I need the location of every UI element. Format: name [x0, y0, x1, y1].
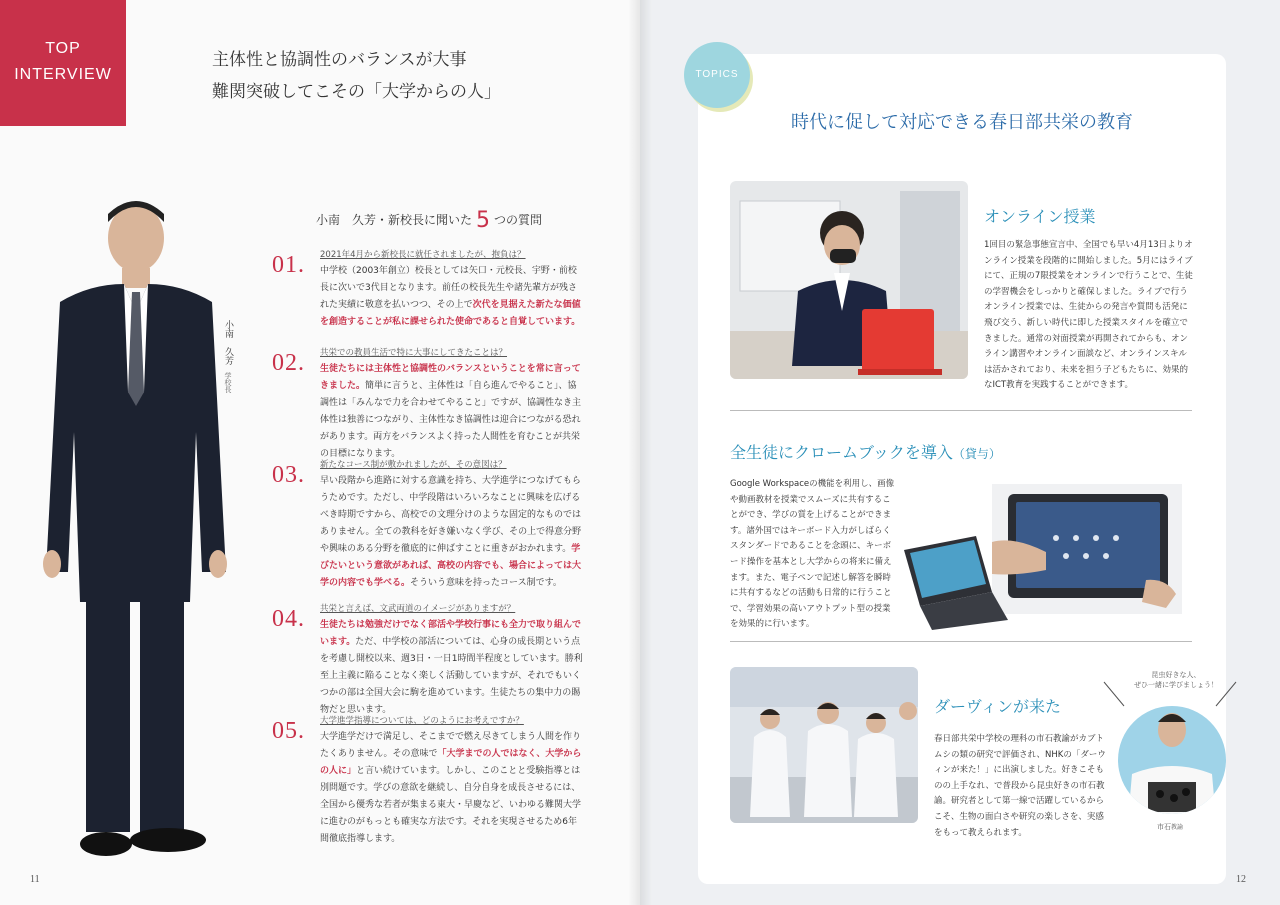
qa-number: 01.: [272, 252, 305, 278]
principal-nametag: [222, 320, 234, 393]
qa-question: 共栄と言えば、文武両道のイメージがありますが？: [320, 604, 516, 614]
qa-number: 03.: [272, 462, 305, 488]
qa-question: 新たなコース制が敷かれましたが、その意図は？: [320, 460, 507, 470]
chromebook-title-main: 全生徒にクロームブックを導入: [730, 443, 953, 462]
badge-line-1: TOP: [45, 40, 81, 57]
teacher-portrait: [1118, 694, 1226, 820]
section-divider-2: [730, 641, 1192, 642]
qa-answer: [320, 617, 584, 719]
qa-answer-text: 大学進学だけで満足し、そこまでで燃え尽きてしまう人間を作りたくありません。その意味で: [320, 732, 582, 759]
qa-answer-highlight: 次代を見据えた新たな価値を創造することが私に課せられた使命であると自覚しています。: [320, 300, 581, 327]
qa-answer-text: 早い段階から進路に対する意識を持ち、大学進学につなげてもらうためです。ただし、中学段階はいろいろなことに興味を広げるべき時期ですから、高校での文理分けのような固定的なものではありません。全ての教科を好き嫌いなく学び、その上で得意分野や興味のある分野を徹底的に伸ばすことに重きがおかれます。: [320, 476, 582, 554]
qa-answer-highlight: 学びたいという意欲があれば、高校の内容でも、場合によっては大学の内容でも学べる。: [320, 544, 582, 588]
interview-headline: [212, 44, 501, 108]
questions-title-number: 5: [476, 208, 491, 233]
teacher-caption: [1140, 822, 1200, 833]
qa-answer: [320, 361, 584, 463]
topics-badge: TOPICS: [684, 42, 750, 108]
qa-answer-highlight: 生徒たちは勉強だけでなく部活や学校行事にも全力で取り組んでいます。: [320, 620, 582, 647]
teacher-caption-role: 教諭: [1170, 824, 1183, 831]
qa-answer-text: と言い続けています。しかし、このことと受験指導とは別問題です。学びの意欲を継続し、自分自身を成長させるには、全国から優秀な若者が集まる東大・早慶など、いわゆる難関大学に進むのがもっとも確実な方法です。それを実現させるため6年間徹底指導します。: [320, 766, 582, 844]
qa-question: 2021年4月から新校長に就任されましたが、抱負は？: [320, 250, 526, 260]
lab-photo: [730, 667, 918, 823]
qa-answer-highlight: 生徒たちには主体性と協調性のバランスということを常に言ってきました。: [320, 364, 581, 391]
questions-title: [316, 208, 542, 233]
questions-title-pre: 小南 久芳・新校長に聞いた: [316, 213, 473, 227]
qa-question: 共栄での教員生活で特に大事にしてきたことは？: [320, 348, 508, 358]
qa-number: 04.: [272, 606, 305, 632]
qa-answer-text: ただ、中学校の部活については、心身の成長期という点を考慮し開校以来、週3日・一日1時間半程度としています。勝利至上主義に陥ることなく楽しく活動していますが、それでもいくつかの部は全国大会に駒を進めています。生徒たちの集中力の賜物だと思います。: [320, 637, 583, 715]
qa-answer-highlight: 「大学までの人ではなく、大学からの人に」: [320, 749, 582, 776]
qa-item-3: [272, 458, 584, 592]
qa-answer: [320, 729, 584, 848]
online-class-body: 1回目の緊急事態宣言中、全国でも早い4月13日よりオンライン授業を段階的に開始しました。5月にはライブにて、正規の7限授業をオンラインで行うことで、生徒の学習機会をしっかりと確保しました。ライブで行うオンライン授業では、生徒からの発言や質問も活発に飛び交う、新しい時代に即した授業スタイルを確立できました。通常の対面授業が再開されてからも、オンライン講習やオンライン面談など、オンラインスキルは活かされており、未来を担う子どもたちに、効果的なICT教育を実践することができます。: [984, 240, 1193, 391]
page-number-right: 12: [1236, 874, 1246, 885]
qa-answer-text: 中学校（2003年創立）校長としては矢口・元校長、宇野・前校長に次いで3代目となります。前任の校長先生や諸先輩方が残された実績に敬意を払いつつ、その上で: [320, 266, 578, 310]
qa-item-5: [272, 714, 584, 848]
qa-item-4: [272, 602, 584, 719]
chromebook-body: Google Workspaceの機能を利用し、画像や動画教材を授業でスムーズに共有することができ、学びの質を上げることができます。諸外国ではキーボード入力がしばらくスタンダードであることを念頭に、キーボード操作を基本とし大学からの将来に備えます。また、電子ペンで記述し解答を瞬時に共有するなどの活動も日常的に行うことで、学習効果の高いアウトプット型の授業を効果的に行います。: [730, 479, 895, 630]
qa-answer: [320, 263, 584, 331]
principal-photo: [40, 192, 230, 872]
headline-line-1: 主体性と協調性のバランスが大事: [212, 50, 467, 70]
teacher-caption-name: 市石: [1156, 823, 1171, 831]
top-interview-badge: [0, 0, 126, 126]
headline-line-2: 難関突破してこその「大学からの人」: [212, 82, 501, 102]
qa-question: 大学進学指導については、どのようにお考えですか？: [320, 716, 524, 726]
qa-number: 02.: [272, 350, 305, 376]
principal-name: 小南 久芳: [223, 320, 233, 365]
badge-line-2: INTERVIEW: [14, 66, 112, 83]
spine-shadow: [628, 0, 652, 905]
section-divider-1: [730, 410, 1192, 411]
online-class-title: オンライン授業: [984, 207, 1096, 226]
chromebook-photo: [896, 480, 1186, 630]
darwin-body: 春日部共栄中学校の理科の市石教諭がカブトムシの類の研究で評価され、NHKの「ダーウィンが来た！」に出演しました。好きこそものの上手なれ、で普段から昆虫好きの市石教諭。研究者として第一線で活躍しているからこそ、生物の面白さや研究の楽しさを、実感をもって教えられます。: [934, 734, 1106, 838]
darwin-title: ダーヴィンが来た: [934, 697, 1062, 716]
teacher-speech-line-2: ぜひ一緒に学びましょう！: [1134, 681, 1218, 689]
qa-answer-text: 簡単に言うと、主体性は「自ら進んでやること」、協調性は「みんなで力を合わせてやること」ですが、協調性なき主体性は独善につながり、主体性なき協調性は迎合につながる恐れがあります。両方をバランスよく持った人間性を育むことが共栄の目標になります。: [320, 381, 582, 459]
chromebook-title-small: （貸与）: [952, 447, 1001, 461]
qa-item-1: [272, 248, 584, 331]
page-number-left: 11: [30, 874, 40, 885]
principal-role: 学校長: [224, 371, 232, 393]
online-class-photo: [730, 181, 968, 379]
topics-title: 時代に促して対応できる春日部共栄の教育: [791, 112, 1133, 133]
teacher-speech-line-1: 昆虫好きな人、: [1151, 671, 1201, 679]
chromebook-title: [730, 440, 1001, 463]
questions-title-post: つの質問: [494, 213, 543, 227]
qa-answer-text: そういう意味を持ったコース制です。: [410, 578, 562, 588]
qa-item-2: [272, 346, 584, 463]
qa-answer: [320, 473, 584, 592]
qa-number: 05.: [272, 718, 305, 744]
